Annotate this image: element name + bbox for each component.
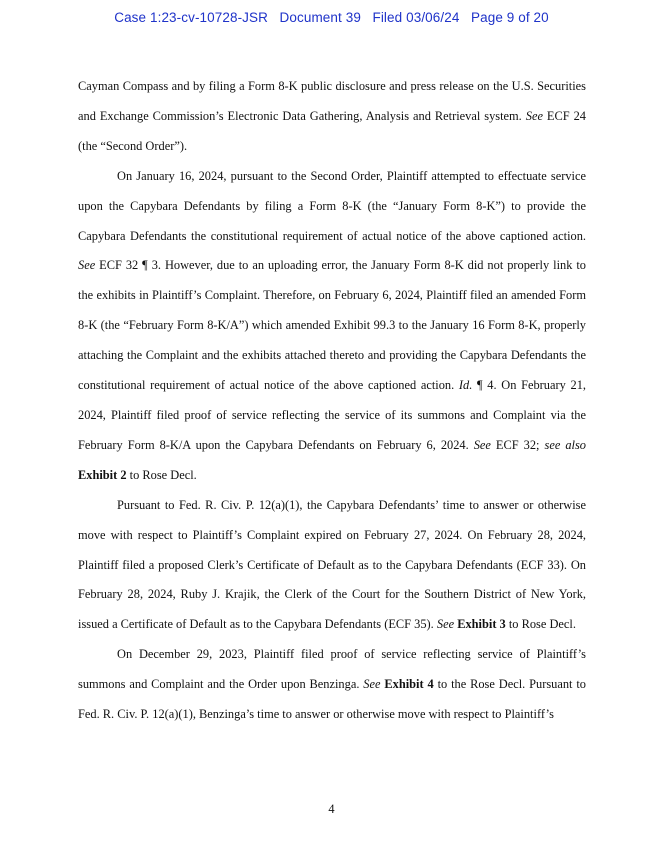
citation-signal: See (525, 108, 543, 123)
text-run: ECF 24 (the “Second Order”). (78, 108, 586, 153)
text-run: Cayman Compass and by filing a Form 8-K public disclosure and press release on the U.S. Securities and Exchange Commission’s Electronic Data Gathering, Analysis and Retrieval system. (78, 79, 586, 123)
paragraph-4 (78, 640, 586, 730)
citation-signal: See (436, 617, 455, 632)
document-body (78, 72, 586, 730)
exhibit-reference: Exhibit 2 (78, 467, 127, 482)
text-run: Pursuant to Fed. R. Civ. P. 12(a)(1), the Capybara Defendants’ time to answer or otherwise move with respect to Plaintiff’s Complaint expired on February 27, 2024. On February 28, 2024, Plaintiff filed a proposed Clerk’s Certificate of Default as to the Capybara Defendants (ECF 33). On February 28, 2024, Ruby J. Krajik, the Clerk of the Court for the Southern District of New York, issued a Certificate of Default as to the Capybara Defendants (ECF 35). (78, 497, 586, 632)
paragraph-2 (78, 162, 586, 491)
citation-signal: See (473, 437, 491, 452)
page-number: 4 (328, 802, 335, 816)
citation-id: Id. (458, 378, 473, 393)
case-header: Case 1:23-cv-10728-JSR Document 39 Filed 03/06/24 Page 9 of 20 (114, 10, 549, 25)
citation-signal: See (363, 677, 381, 692)
text-run: to Rose Decl. (505, 617, 576, 632)
exhibit-reference: Exhibit 3 (457, 617, 506, 632)
citation-signal: See (78, 258, 96, 273)
paragraph-1 (78, 72, 586, 162)
citation-signal: see also (544, 437, 586, 452)
text-run: ECF 32; (490, 437, 545, 452)
text-run: to Rose Decl. (126, 467, 197, 482)
text-run: ECF 32 ¶ 3. However, due to an uploading error, the January Form 8-K did not properly link to the exhibits in Plaintiff’s Complaint. Therefore, on February 6, 2024, Plaintiff filed an amended Form 8-K (the “February Form 8-K/A”) which amended Exhibit 99.3 to the January 16 Form 8-K, properly attaching the Complaint and the exhibits attached thereto and providing the Capybara Defendants the constitutional requirement of actual notice of the above captioned action. (78, 258, 586, 393)
text-run: On December 29, 2023, Plaintiff filed proof of service reflecting service of Plaintiff’s summons and Complaint and the Order upon Benzinga. (78, 647, 586, 692)
text-run: to the Rose Decl. Pursuant to Fed. R. Civ. P. 12(a)(1), Benzinga’s time to answer or otherwise move with respect to Plaintiff’s (78, 677, 586, 722)
text-run: On January 16, 2024, pursuant to the Second Order, Plaintiff attempted to effectuate service upon the Capybara Defendants by filing a Form 8-K (the “January Form 8-K”) to provide the Capybara Defendants the constitutional requirement of actual notice of the above captioned action. (78, 168, 586, 243)
paragraph-3 (78, 491, 586, 641)
exhibit-reference: Exhibit 4 (384, 677, 434, 692)
text-run: ¶ 4. On February 21, 2024, Plaintiff filed proof of service reflecting the service of its summons and Complaint via the February Form 8-K/A upon the Capybara Defendants on February 6, 2024. (78, 378, 586, 452)
